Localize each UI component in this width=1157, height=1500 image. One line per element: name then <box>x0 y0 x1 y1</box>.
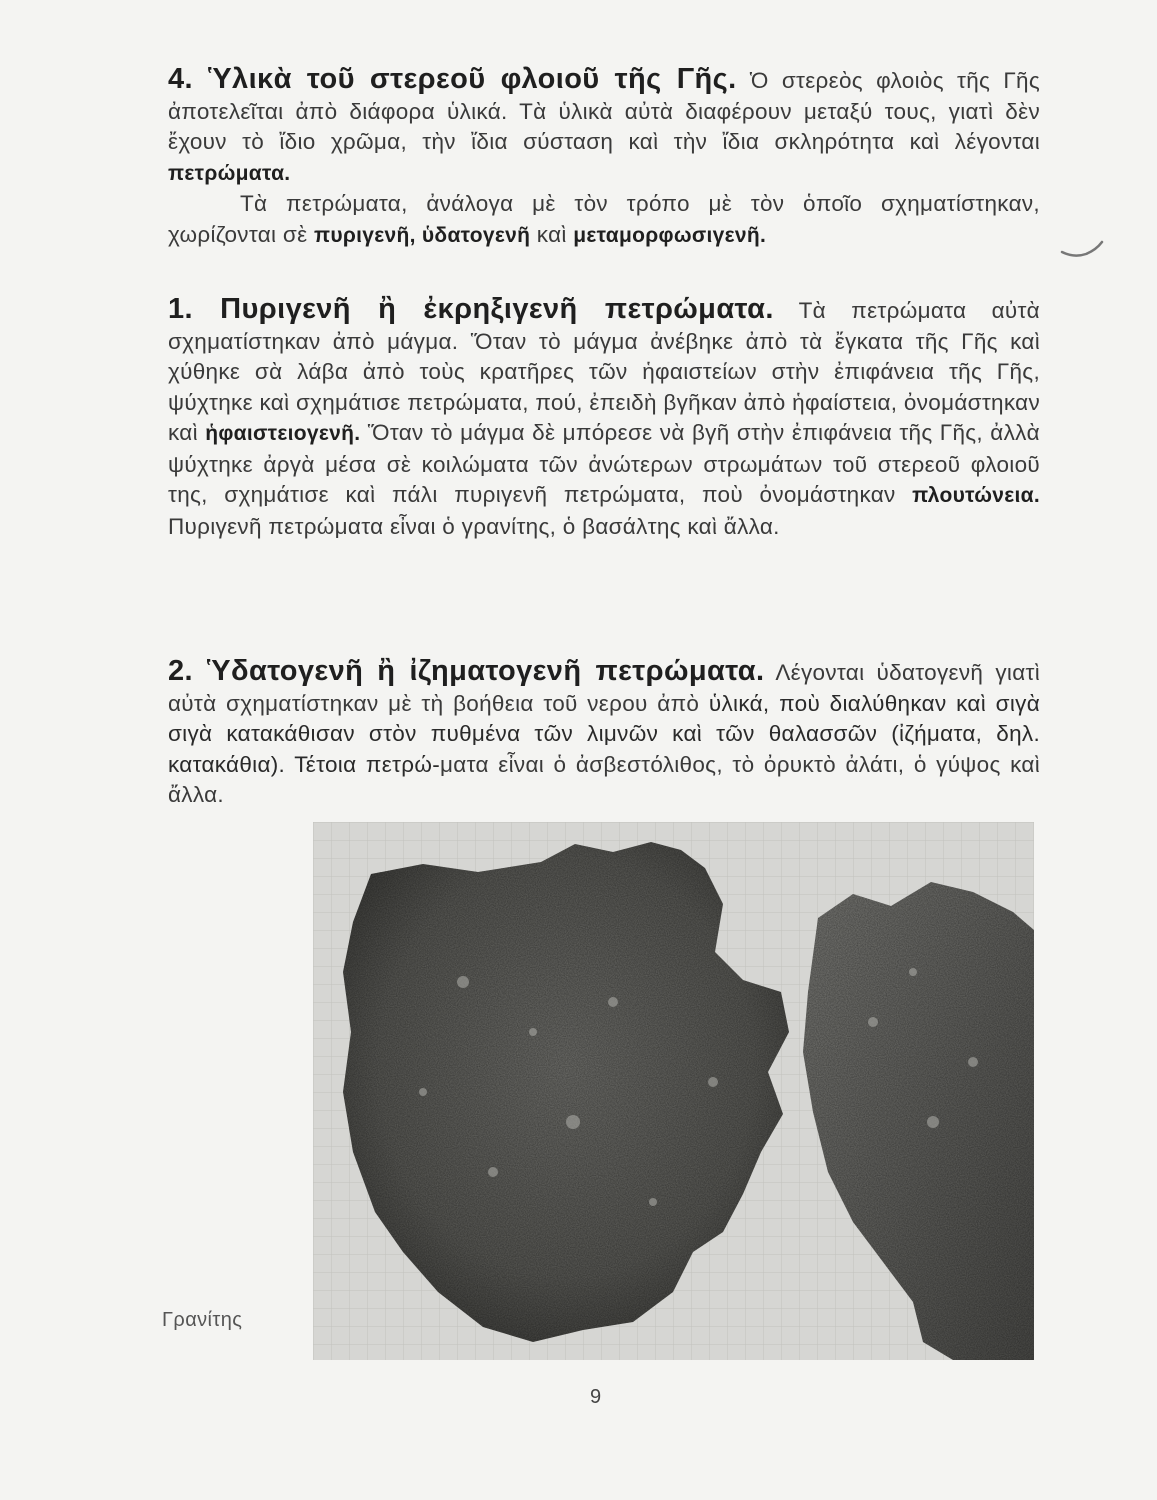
section-materials <box>168 64 1040 251</box>
term-volcanic: ἡφαιστειογενῆ. <box>205 422 361 445</box>
section-sedimentary-text-2: ματα εἶναι ὁ ἀσβεστόλιθος, τὸ ὀρυκτὸ ἀλάτι, ὁ γύψος καὶ ἄλλα. <box>168 751 1040 807</box>
page-number: 9 <box>590 1386 602 1408</box>
section-igneous-text-1: Τὰ πετρώματα αὐτὰ σχηματίστηκαν ἀπὸ μάγμα. Ὅταν τὸ μάγμα ἀνέβηκε ἀπὸ τὰ ἔγκατα τῆς Γῆς καὶ χύθηκε σὰ λάβα ἀπὸ τοὺς κρατῆρες τῶν ἡφαιστείων στὴν ἐπιφάνεια τῆς Γῆς, ψύχτηκε καὶ σχημάτισε πετρώματα, πού, ἐπειδὴ βγῆκαν ἀπὸ ἡφαίστεια, ὀνομάστηκαν καὶ <box>168 298 1040 445</box>
section-sedimentary-paragraph <box>168 656 1040 811</box>
term-rocks: πετρώματα. <box>168 161 291 185</box>
granite-photo-graphic <box>313 822 1034 1360</box>
section-sedimentary-heading: 2. Ὑδατογενῆ ἢ ἰζηματογενῆ πετρώματα. <box>168 655 765 687</box>
section-sedimentary-text-dark: ὑλικά, ποὺ διαλύθηκαν καὶ σιγὰ σιγὰ κατακάθισαν στὸν πυθμένα τῶν λιμνῶν καὶ τῶν θαλασσῶν (ἰζήματα, δηλ. κατακάθια). Τέτοια πετρώ- <box>168 690 1041 777</box>
rock-classes-text: Τὰ πετρώματα, ἀνάλογα μὲ τὸν τρόπο μὲ τὸν ὁποῖο σχηματίστηκαν, χωρίζονται σὲ <box>168 191 1040 247</box>
term-igneous-sedimentary: πυριγενῆ, ὑδατογενῆ <box>313 223 531 247</box>
section-igneous-text-2: Ὅταν τὸ μάγμα δὲ μπόρεσε νὰ βγῆ στὴν ἐπιφάνεια τῆς Γῆς, ἀλλὰ ψύχτηκε ἀργὰ μέσα σὲ κοιλώματα τῶν ἀνώτερων στρωμάτων τοῦ στερεοῦ φλοιοῦ της, σχημάτισε καὶ πάλι πυριγενῆ πετρώματα, ποὺ ὀνομάστηκαν <box>168 420 1040 507</box>
section-igneous <box>168 294 1040 542</box>
section-igneous-heading: 1. Πυριγενῆ ἢ ἐκρηξιγενῆ πετρώματα. <box>168 293 774 325</box>
granite-photo <box>313 822 1034 1360</box>
section-igneous-text-3: Πυριγενῆ πετρώματα εἶναι ὁ γρανίτης, ὁ βασάλτης καὶ ἄλλα. <box>168 513 780 539</box>
rock-classes-paragraph <box>168 189 1040 251</box>
term-plutonic: πλουτώνεια. <box>912 484 1040 507</box>
rock-classes-conjunction: καὶ <box>530 221 574 247</box>
section-materials-heading: 4. Ὑλικὰ τοῦ στερεοῦ φλοιοῦ τῆς Γῆς. <box>168 63 737 95</box>
section-sedimentary <box>168 656 1040 811</box>
section-sedimentary-text-1: Λέγονται ὑδατογενῆ γιατὶ αὐτὰ σχηματίστηκαν μὲ τὴ βοήθεια τοῦ νερου ἀπὸ <box>168 660 1040 716</box>
section-materials-paragraph <box>168 64 1040 189</box>
term-metamorphic: μεταμορφωσιγενῆ. <box>573 223 767 247</box>
photo-caption: Γρανίτης <box>162 1309 243 1331</box>
section-igneous-paragraph <box>168 294 1040 542</box>
section-materials-text: Ὁ στερεὸς φλοιὸς τῆς Γῆς ἀποτελεῖται ἀπὸ διάφορα ὑλικά. Τὰ ὑλικὰ αὐτὰ διαφέρουν μεταξύ τους, γιατὶ δὲν ἔχουν τὸ ἴδιο χρῶμα, τὴν ἴδια σύσταση καὶ τὴν ἴδια σκληρότητα καὶ λέγονται <box>168 68 1040 154</box>
ink-smudge-icon <box>1060 240 1104 262</box>
